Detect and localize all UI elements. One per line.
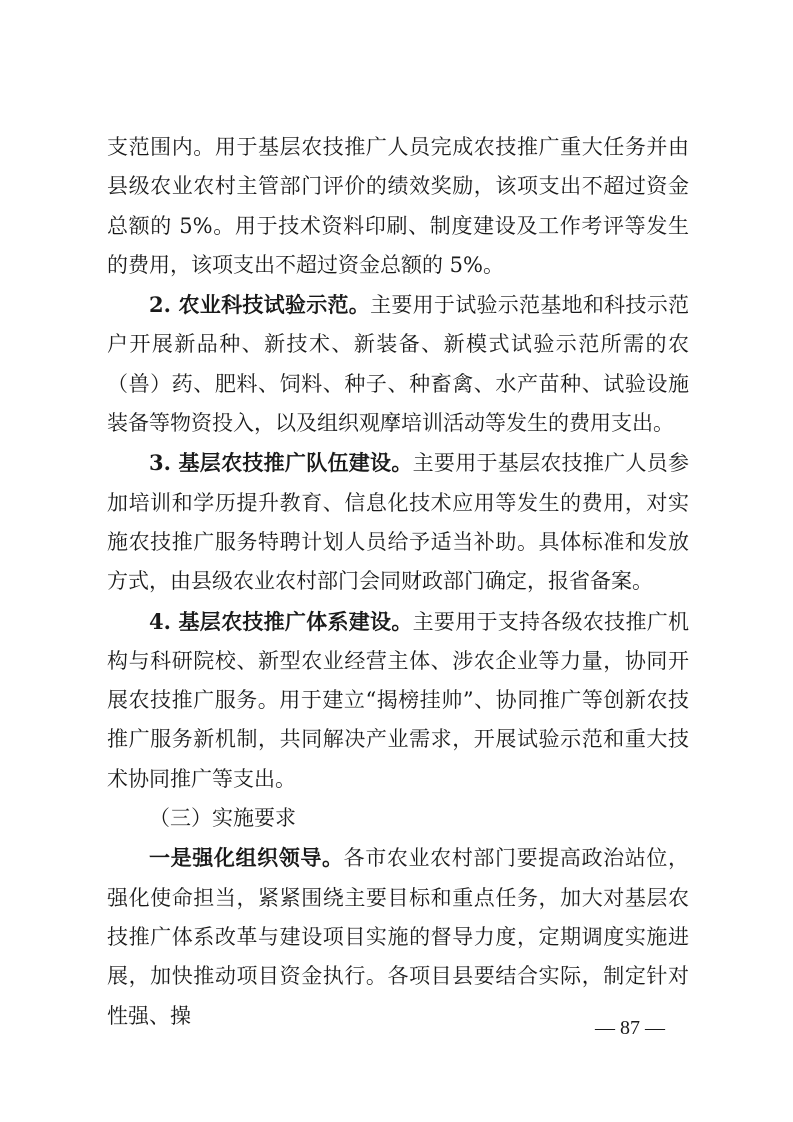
page-number: — 87 —	[595, 1017, 665, 1039]
document-body	[107, 128, 689, 1036]
paragraph-item-4	[107, 602, 689, 799]
section-subheading: （三）实施要求	[149, 806, 296, 831]
paragraph-text: 主要用于基层农技推广人员参加培训和学历提升教育、信息化技术应用等发生的费用，对实施农技推广服务特聘计划人员给予适当补助。具体标准和发放方式，由县级农业农村部门会同财政部门确定，报省备案。	[107, 451, 690, 594]
paragraph-organization	[107, 838, 689, 1035]
item-heading: 一是强化组织领导。	[149, 845, 344, 871]
item-heading: 3. 基层农技推广队伍建设。	[149, 450, 413, 476]
paragraph-text: 主要用于试验示范基地和科技示范户开展新品种、新技术、新装备、新模式试验示范所需的农（兽）药、肥料、饲料、种子、种畜禽、水产苗种、试验设施装备等物资投入，以及组织观摩培训活动等发生的费用支出。	[107, 293, 690, 436]
paragraph-item-3	[107, 443, 689, 601]
paragraph-text: 支范围内。用于基层农技推广人员完成农技推广重大任务并由县级农业农村主管部门评价的绩效奖励，该项支出不超过资金总额的 5%。用于技术资料印刷、制度建设及工作考评等发生的费用，该项支出不超过资金总额的 5%。	[107, 135, 689, 277]
paragraph-item-2	[107, 285, 689, 443]
item-heading: 2. 农业科技试验示范。	[149, 292, 371, 318]
item-heading: 4. 基层农技推广体系建设。	[149, 608, 413, 634]
paragraph-text: 各市农业农村部门要提高政治站位，强化使命担当，紧紧围绕主要目标和重点任务，加大对基层农技推广体系改革与建设项目实施的督导力度，定期调度实施进展，加快推动项目资金执行。各项目县要结合实际，制定针对性强、操	[107, 846, 689, 1028]
paragraph-text: 主要用于支持各级农技推广机构与科研院校、新型农业经营主体、涉农企业等力量，协同开展农技推广服务。用于建立“揭榜挂帅”、协同推广等创新农技推广服务新机制，共同解决产业需求，开展试验示范和重大技术协同推广等支出。	[107, 609, 690, 791]
paragraph-continued	[107, 128, 689, 285]
